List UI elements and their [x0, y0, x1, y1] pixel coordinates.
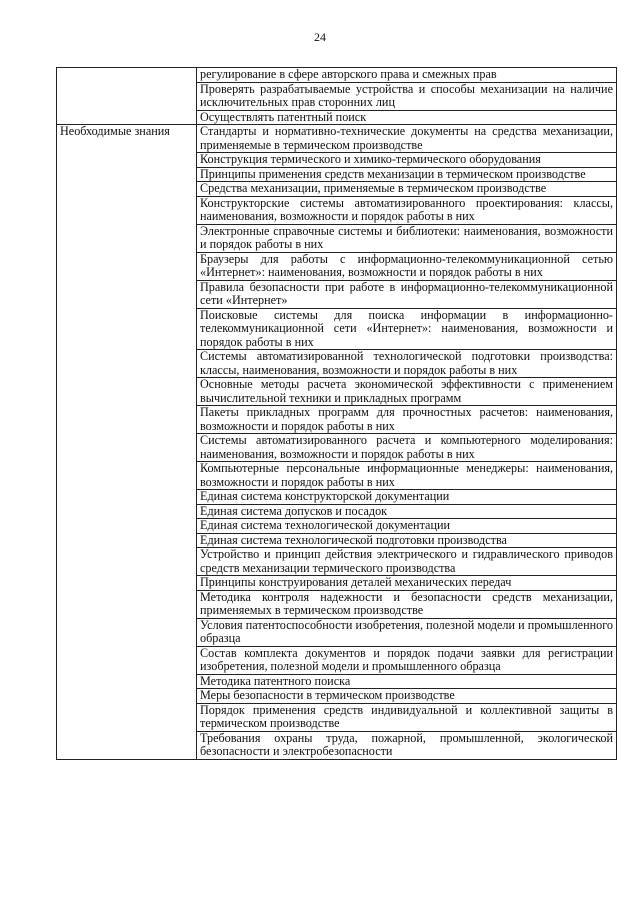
row-label: [57, 196, 197, 224]
row-text: Единая система технологической подготовки производства: [197, 533, 617, 548]
row-label: [57, 519, 197, 534]
table-row: [57, 590, 617, 618]
row-label: [57, 182, 197, 197]
row-text: Браузеры для работы с информационно-телекоммуникационной сетью «Интернет»: наименования, возможности и порядок работы в них: [197, 252, 617, 280]
row-label: [57, 280, 197, 308]
table-row: [57, 125, 617, 153]
row-label: [57, 224, 197, 252]
row-label: [57, 590, 197, 618]
row-label: [57, 576, 197, 591]
row-label: [57, 462, 197, 490]
row-text: Электронные справочные системы и библиотеки: наименования, возможности и порядок работы в них: [197, 224, 617, 252]
row-label: Необходимые знания: [57, 125, 197, 153]
row-text: Системы автоматизированной технологической подготовки производства: классы, наименования, возможности и порядок работы в них: [197, 350, 617, 378]
table-row: [57, 350, 617, 378]
table-row: [57, 504, 617, 519]
table-row: [57, 82, 617, 110]
row-label: [57, 82, 197, 110]
row-text: Пакеты прикладных программ для прочностных расчетов: наименования, возможности и порядок работы в них: [197, 406, 617, 434]
row-text: Методика контроля надежности и безопасности средств механизации, применяемых в термическом производстве: [197, 590, 617, 618]
row-text: Осуществлять патентный поиск: [197, 110, 617, 125]
row-text: регулирование в сфере авторского права и смежных прав: [197, 68, 617, 83]
row-text: Принципы применения средств механизации в термическом производстве: [197, 167, 617, 182]
row-text: Конструкторские системы автоматизированного проектирования: классы, наименования, возможности и порядок работы в них: [197, 196, 617, 224]
table-row: [57, 378, 617, 406]
row-text: Системы автоматизированного расчета и компьютерного моделирования: наименования, возможности и порядок работы в них: [197, 434, 617, 462]
row-text: Правила безопасности при работе в информационно-телекоммуникационной сети «Интернет»: [197, 280, 617, 308]
table-row: [57, 406, 617, 434]
row-text: Меры безопасности в термическом производстве: [197, 689, 617, 704]
row-label: [57, 68, 197, 83]
table-body: [57, 68, 617, 760]
row-label: [57, 110, 197, 125]
row-label: [57, 406, 197, 434]
table-row: [57, 68, 617, 83]
row-label: [57, 646, 197, 674]
row-text: Методика патентного поиска: [197, 674, 617, 689]
row-text: Поисковые системы для поиска информации в информационно-телекоммуникационной сети «Интернет»: наименования, возможности и порядок работы в них: [197, 308, 617, 350]
row-label: [57, 618, 197, 646]
row-label: [57, 731, 197, 759]
table-row: [57, 576, 617, 591]
table-row: [57, 434, 617, 462]
row-text: Средства механизации, применяемые в термическом производстве: [197, 182, 617, 197]
row-label: [57, 252, 197, 280]
row-label: [57, 153, 197, 168]
row-text: Состав комплекта документов и порядок подачи заявки для регистрации изобретения, полезной модели и промышленного образца: [197, 646, 617, 674]
row-text: Порядок применения средств индивидуальной и коллективной защиты в термическом производстве: [197, 703, 617, 731]
table-row: [57, 110, 617, 125]
row-label: [57, 378, 197, 406]
table-row: [57, 618, 617, 646]
table-row: [57, 153, 617, 168]
row-text: Единая система допусков и посадок: [197, 504, 617, 519]
row-label: [57, 308, 197, 350]
table-row: [57, 703, 617, 731]
table-row: [57, 519, 617, 534]
row-text: Конструкция термического и химико-термического оборудования: [197, 153, 617, 168]
row-label: [57, 504, 197, 519]
table-row: [57, 646, 617, 674]
table-row: [57, 548, 617, 576]
row-text: Условия патентоспособности изобретения, полезной модели и промышленного образца: [197, 618, 617, 646]
row-label: [57, 703, 197, 731]
table-row: [57, 731, 617, 759]
table-row: [57, 689, 617, 704]
row-text: Единая система конструкторской документации: [197, 490, 617, 505]
row-label: [57, 490, 197, 505]
row-text: Компьютерные персональные информационные менеджеры: наименования, возможности и порядок работы в них: [197, 462, 617, 490]
row-text: Принципы конструирования деталей механических передач: [197, 576, 617, 591]
knowledge-table: [56, 67, 617, 760]
table-row: [57, 182, 617, 197]
row-label: [57, 167, 197, 182]
row-label: [57, 434, 197, 462]
row-text: Стандарты и нормативно-технические документы на средства механизации, применяемые в термическом производстве: [197, 125, 617, 153]
table-row: [57, 533, 617, 548]
table-row: [57, 490, 617, 505]
row-label: [57, 674, 197, 689]
row-text: Требования охраны труда, пожарной, промышленной, экологической безопасности и электробезопасности: [197, 731, 617, 759]
table-row: [57, 252, 617, 280]
row-label: [57, 548, 197, 576]
page-number: 24: [314, 30, 326, 44]
table-row: [57, 674, 617, 689]
row-label: [57, 533, 197, 548]
row-label: [57, 689, 197, 704]
row-text: Устройство и принцип действия электрического и гидравлического приводов средств механизации термического производства: [197, 548, 617, 576]
row-label: [57, 350, 197, 378]
row-text: Основные методы расчета экономической эффективности с применением вычислительной техники и прикладных программ: [197, 378, 617, 406]
table-row: [57, 280, 617, 308]
table-row: [57, 462, 617, 490]
table-row: [57, 308, 617, 350]
row-text: Единая система технологической документации: [197, 519, 617, 534]
row-text: Проверять разрабатываемые устройства и способы механизации на наличие исключительных прав сторонних лиц: [197, 82, 617, 110]
table-row: [57, 224, 617, 252]
table-row: [57, 167, 617, 182]
table-row: [57, 196, 617, 224]
